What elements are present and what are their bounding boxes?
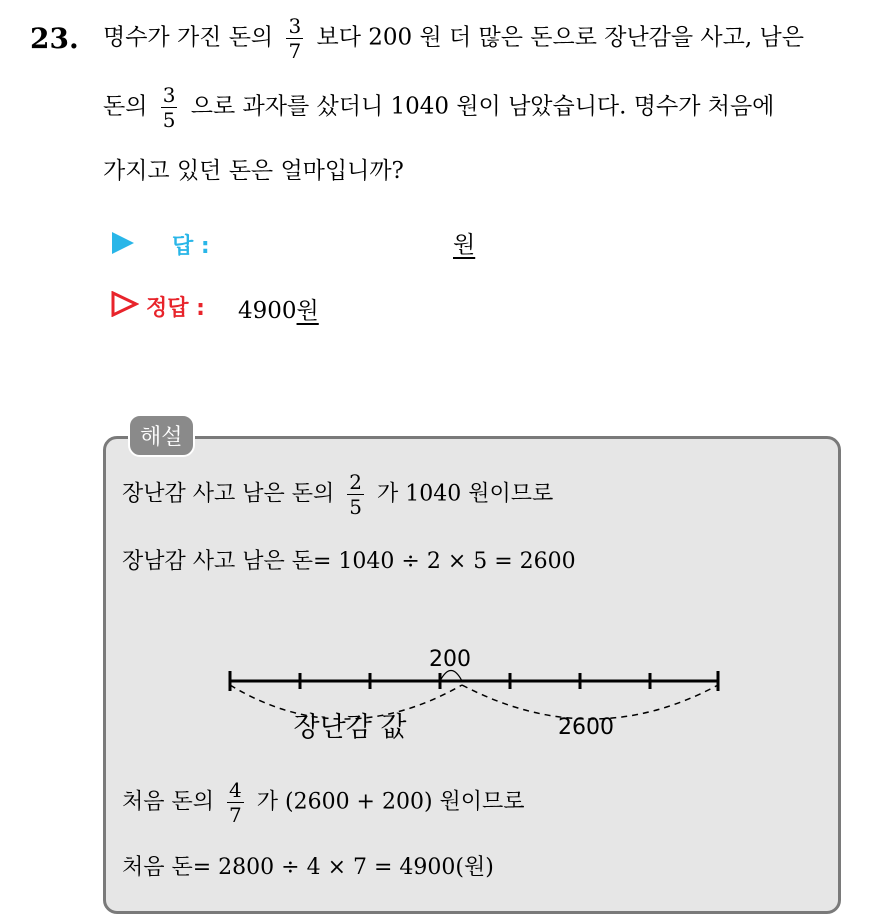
solution-line-4: 처음 돈= 2800 ÷ 4 × 7 = 4900(원)	[122, 855, 494, 880]
solution-line-3	[122, 780, 525, 825]
numerator: 3	[288, 14, 302, 38]
denominator: 5	[162, 108, 176, 132]
play-icon	[112, 232, 134, 254]
correct-answer-value	[238, 292, 319, 325]
question-text: 돈의	[103, 93, 148, 120]
denominator: 5	[349, 495, 362, 519]
question-line-3: 가지고 있던 돈은 얼마입니까?	[103, 158, 404, 184]
label-toy-price: 장난감 값	[293, 712, 407, 743]
fraction	[286, 16, 303, 61]
answer-arrow-icon	[112, 232, 134, 254]
question-line-2	[103, 85, 774, 130]
solution-line-2: 장남감 사고 남은 돈= 1040 ÷ 2 × 5 = 2600	[122, 549, 576, 574]
numerator: 2	[349, 470, 362, 494]
numerator: 3	[162, 83, 176, 107]
solution-text: 장난감 사고 남은 돈의	[122, 481, 335, 507]
correct-answer-icon	[111, 291, 139, 321]
correct-answer-number: 4900	[238, 298, 297, 324]
solution-tag: 해설	[128, 414, 195, 457]
outline-play-icon	[111, 291, 139, 317]
answer-unit: 원	[453, 232, 476, 258]
question-line-1	[103, 16, 804, 61]
question-text: 보다 200 원 더 많은 돈으로 장난감을 사고, 남은	[316, 24, 804, 51]
right-brace	[462, 685, 718, 719]
label-200: 200	[429, 647, 471, 672]
solution-text: 가 (2600 + 200) 원이므로	[256, 789, 525, 815]
numerator: 4	[229, 778, 242, 802]
solution-text: 가 1040 원이므로	[376, 481, 554, 507]
question-text: 명수가 가진 돈의	[103, 24, 274, 51]
label-2600: 2600	[558, 715, 614, 740]
fraction	[227, 780, 244, 825]
question-number: 23.	[30, 22, 79, 55]
denominator: 7	[229, 803, 242, 827]
small-brace	[440, 671, 462, 682]
fraction	[347, 472, 364, 517]
solution-line-1	[122, 472, 553, 517]
correct-answer-unit: 원	[296, 298, 319, 324]
solution-text: 처음 돈의	[122, 789, 215, 815]
question-text: 으로 과자를 샀더니 1040 원이 남았습니다. 명수가 처음에	[190, 93, 775, 120]
answer-label: 답 :	[172, 234, 210, 259]
denominator: 7	[288, 39, 302, 63]
number-line-diagram	[222, 638, 732, 748]
correct-answer-label: 정답 :	[146, 296, 205, 321]
fraction	[161, 85, 178, 130]
answer-input[interactable]	[230, 226, 450, 258]
